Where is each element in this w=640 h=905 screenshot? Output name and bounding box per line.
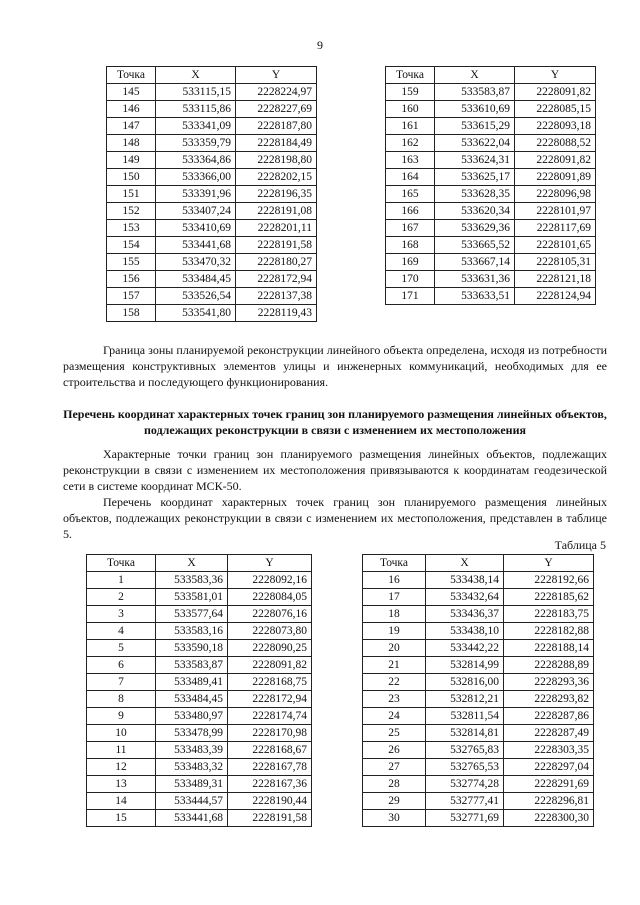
y-coordinate-cell: 2228227,69 [236, 101, 317, 118]
y-coordinate-cell: 2228224,97 [236, 84, 317, 101]
x-coordinate-cell: 533115,86 [156, 101, 236, 118]
y-coordinate-cell: 2228184,49 [236, 135, 317, 152]
x-coordinate-cell: 533438,10 [426, 623, 504, 640]
x-coordinate-cell: 533444,57 [156, 793, 228, 810]
point-number-cell: 27 [363, 759, 426, 776]
point-number-cell: 6 [87, 657, 156, 674]
table-row [386, 186, 596, 203]
point-number-cell: 15 [87, 810, 156, 827]
header-x: X [426, 555, 504, 572]
table-row [107, 237, 317, 254]
y-coordinate-cell: 2228293,82 [504, 691, 594, 708]
table-row [363, 708, 594, 725]
point-number-cell: 165 [386, 186, 435, 203]
x-coordinate-cell: 533410,69 [156, 220, 236, 237]
point-number-cell: 14 [87, 793, 156, 810]
x-coordinate-cell: 533366,00 [156, 169, 236, 186]
table-row [87, 674, 312, 691]
point-number-cell: 18 [363, 606, 426, 623]
y-coordinate-cell: 2228091,82 [515, 84, 596, 101]
x-coordinate-cell: 533583,87 [156, 657, 228, 674]
point-number-cell: 149 [107, 152, 156, 169]
header-x: X [435, 67, 515, 84]
point-number-cell: 26 [363, 742, 426, 759]
y-coordinate-cell: 2228101,65 [515, 237, 596, 254]
x-coordinate-cell: 532765,53 [426, 759, 504, 776]
point-number-cell: 13 [87, 776, 156, 793]
y-coordinate-cell: 2228191,58 [236, 237, 317, 254]
header-y: Y [228, 555, 312, 572]
point-number-cell: 24 [363, 708, 426, 725]
table-row [363, 589, 594, 606]
table-row [363, 640, 594, 657]
x-coordinate-cell: 533442,22 [426, 640, 504, 657]
y-coordinate-cell: 2228201,11 [236, 220, 317, 237]
point-number-cell: 161 [386, 118, 435, 135]
y-coordinate-cell: 2228091,82 [515, 152, 596, 169]
y-coordinate-cell: 2228287,49 [504, 725, 594, 742]
point-number-cell: 167 [386, 220, 435, 237]
table-row [87, 776, 312, 793]
x-coordinate-cell: 533615,29 [435, 118, 515, 135]
x-coordinate-cell: 533484,45 [156, 691, 228, 708]
y-coordinate-cell: 2228092,16 [228, 572, 312, 589]
table-row [87, 623, 312, 640]
x-coordinate-cell: 533483,32 [156, 759, 228, 776]
y-coordinate-cell: 2228185,62 [504, 589, 594, 606]
table-row [107, 186, 317, 203]
table-row [87, 572, 312, 589]
header-point: Точка [87, 555, 156, 572]
table-header-row [363, 555, 594, 572]
x-coordinate-cell: 533541,80 [156, 305, 236, 322]
x-coordinate-cell: 533622,04 [435, 135, 515, 152]
point-number-cell: 157 [107, 288, 156, 305]
point-number-cell: 146 [107, 101, 156, 118]
header-x: X [156, 67, 236, 84]
table-row [107, 305, 317, 322]
table-row [386, 101, 596, 118]
point-number-cell: 23 [363, 691, 426, 708]
x-coordinate-cell: 533391,96 [156, 186, 236, 203]
y-coordinate-cell: 2228121,18 [515, 271, 596, 288]
table-row [363, 572, 594, 589]
y-coordinate-cell: 2228117,69 [515, 220, 596, 237]
y-coordinate-cell: 2228167,78 [228, 759, 312, 776]
y-coordinate-cell: 2228190,44 [228, 793, 312, 810]
paragraph-boundary [63, 342, 607, 390]
y-coordinate-cell: 2228180,27 [236, 254, 317, 271]
x-coordinate-cell: 533489,31 [156, 776, 228, 793]
header-point: Точка [386, 67, 435, 84]
table-caption: Таблица 5 [554, 538, 606, 552]
table-row [363, 759, 594, 776]
x-coordinate-cell: 533583,36 [156, 572, 228, 589]
x-coordinate-cell: 532814,99 [426, 657, 504, 674]
x-coordinate-cell: 533484,45 [156, 271, 236, 288]
table-row [386, 203, 596, 220]
table-row [386, 169, 596, 186]
point-number-cell: 156 [107, 271, 156, 288]
x-coordinate-cell: 532816,00 [426, 674, 504, 691]
table-row [363, 810, 594, 827]
point-number-cell: 164 [386, 169, 435, 186]
table-row [386, 135, 596, 152]
point-number-cell: 150 [107, 169, 156, 186]
point-number-cell: 4 [87, 623, 156, 640]
point-number-cell: 155 [107, 254, 156, 271]
coordinates-table-bottom-left [86, 554, 312, 827]
y-coordinate-cell: 2228124,94 [515, 288, 596, 305]
table-row [363, 793, 594, 810]
table-row [386, 84, 596, 101]
y-coordinate-cell: 2228168,75 [228, 674, 312, 691]
x-coordinate-cell: 533629,36 [435, 220, 515, 237]
table-row [363, 691, 594, 708]
y-coordinate-cell: 2228119,43 [236, 305, 317, 322]
point-number-cell: 166 [386, 203, 435, 220]
x-coordinate-cell: 533625,17 [435, 169, 515, 186]
y-coordinate-cell: 2228137,38 [236, 288, 317, 305]
x-coordinate-cell: 533590,18 [156, 640, 228, 657]
point-number-cell: 163 [386, 152, 435, 169]
point-number-cell: 154 [107, 237, 156, 254]
header-y: Y [236, 67, 317, 84]
x-coordinate-cell: 533526,54 [156, 288, 236, 305]
table-row [386, 288, 596, 305]
x-coordinate-cell: 533583,87 [435, 84, 515, 101]
table-row [107, 254, 317, 271]
table-row [386, 118, 596, 135]
point-number-cell: 158 [107, 305, 156, 322]
x-coordinate-cell: 533359,79 [156, 135, 236, 152]
y-coordinate-cell: 2228196,35 [236, 186, 317, 203]
table-row [87, 759, 312, 776]
point-number-cell: 29 [363, 793, 426, 810]
table-row [386, 254, 596, 271]
point-number-cell: 11 [87, 742, 156, 759]
table-row [87, 810, 312, 827]
table-row [107, 169, 317, 186]
table-row [107, 118, 317, 135]
point-number-cell: 162 [386, 135, 435, 152]
x-coordinate-cell: 533341,09 [156, 118, 236, 135]
x-coordinate-cell: 532774,28 [426, 776, 504, 793]
table-header-row [107, 67, 317, 84]
x-coordinate-cell: 533480,97 [156, 708, 228, 725]
x-coordinate-cell: 532771,69 [426, 810, 504, 827]
x-coordinate-cell: 532765,83 [426, 742, 504, 759]
point-number-cell: 5 [87, 640, 156, 657]
x-coordinate-cell: 532812,21 [426, 691, 504, 708]
point-number-cell: 1 [87, 572, 156, 589]
paragraph-characteristic-points [63, 446, 607, 494]
y-coordinate-cell: 2228105,31 [515, 254, 596, 271]
table-row [107, 203, 317, 220]
table-row [363, 674, 594, 691]
table-row [386, 237, 596, 254]
x-coordinate-cell: 533667,14 [435, 254, 515, 271]
table-row [87, 691, 312, 708]
point-number-cell: 22 [363, 674, 426, 691]
y-coordinate-cell: 2228096,98 [515, 186, 596, 203]
point-number-cell: 2 [87, 589, 156, 606]
y-coordinate-cell: 2228293,36 [504, 674, 594, 691]
point-number-cell: 12 [87, 759, 156, 776]
point-number-cell: 148 [107, 135, 156, 152]
point-number-cell: 28 [363, 776, 426, 793]
point-number-cell: 168 [386, 237, 435, 254]
page-number: 9 [317, 38, 323, 52]
header-x: X [156, 555, 228, 572]
table-row [363, 606, 594, 623]
y-coordinate-cell: 2228188,14 [504, 640, 594, 657]
point-number-cell: 159 [386, 84, 435, 101]
point-number-cell: 30 [363, 810, 426, 827]
y-coordinate-cell: 2228172,94 [236, 271, 317, 288]
table-row [386, 271, 596, 288]
table-row [107, 84, 317, 101]
point-number-cell: 147 [107, 118, 156, 135]
table-row [107, 101, 317, 118]
point-number-cell: 25 [363, 725, 426, 742]
table-row [107, 135, 317, 152]
x-coordinate-cell: 533624,31 [435, 152, 515, 169]
table-row [107, 288, 317, 305]
x-coordinate-cell: 533483,39 [156, 742, 228, 759]
y-coordinate-cell: 2228091,82 [228, 657, 312, 674]
table-row [87, 640, 312, 657]
x-coordinate-cell: 533577,64 [156, 606, 228, 623]
paragraph-coordinates-list [63, 494, 607, 542]
y-coordinate-cell: 2228192,66 [504, 572, 594, 589]
header-point: Точка [107, 67, 156, 84]
table-row [87, 708, 312, 725]
point-number-cell: 169 [386, 254, 435, 271]
header-y: Y [515, 67, 596, 84]
section-heading: Перечень координат характерных точек границ зон планируемого размещения линейных объектов, подлежащих реконструкции в связи с изменением их местоположения [63, 407, 607, 437]
point-number-cell: 16 [363, 572, 426, 589]
table-row [87, 742, 312, 759]
y-coordinate-cell: 2228183,75 [504, 606, 594, 623]
x-coordinate-cell: 533436,37 [426, 606, 504, 623]
point-number-cell: 9 [87, 708, 156, 725]
x-coordinate-cell: 533441,68 [156, 810, 228, 827]
table-row [386, 152, 596, 169]
coordinates-table-bottom-right [362, 554, 594, 827]
y-coordinate-cell: 2228084,05 [228, 589, 312, 606]
y-coordinate-cell: 2228101,97 [515, 203, 596, 220]
table-row [363, 776, 594, 793]
point-number-cell: 152 [107, 203, 156, 220]
x-coordinate-cell: 533631,36 [435, 271, 515, 288]
x-coordinate-cell: 532814,81 [426, 725, 504, 742]
header-y: Y [504, 555, 594, 572]
x-coordinate-cell: 533438,14 [426, 572, 504, 589]
y-coordinate-cell: 2228085,15 [515, 101, 596, 118]
y-coordinate-cell: 2228191,08 [236, 203, 317, 220]
y-coordinate-cell: 2228297,04 [504, 759, 594, 776]
table-row [363, 742, 594, 759]
paragraph-text: Характерные точки границ зон планируемого размещения линейных объектов, подлежащих реконструкции в связи с изменением их местоположения привязываются к координатам геодезической сети в системе координат МСК-50. [63, 447, 607, 493]
x-coordinate-cell: 532777,41 [426, 793, 504, 810]
coordinates-table-top-right [385, 66, 596, 305]
y-coordinate-cell: 2228198,80 [236, 152, 317, 169]
y-coordinate-cell: 2228168,67 [228, 742, 312, 759]
x-coordinate-cell: 533633,51 [435, 288, 515, 305]
point-number-cell: 21 [363, 657, 426, 674]
paragraph-text: Граница зоны планируемой реконструкции линейного объекта определена, исходя из потребности размещения конструктивных элементов улицы и инженерных коммуникаций, необходимых для ее строительства и последующего функционирования. [63, 343, 607, 389]
y-coordinate-cell: 2228291,69 [504, 776, 594, 793]
point-number-cell: 10 [87, 725, 156, 742]
x-coordinate-cell: 533441,68 [156, 237, 236, 254]
table-row [87, 606, 312, 623]
x-coordinate-cell: 533665,52 [435, 237, 515, 254]
y-coordinate-cell: 2228076,16 [228, 606, 312, 623]
x-coordinate-cell: 533470,32 [156, 254, 236, 271]
x-coordinate-cell: 533407,24 [156, 203, 236, 220]
table-row [87, 589, 312, 606]
y-coordinate-cell: 2228174,74 [228, 708, 312, 725]
point-number-cell: 160 [386, 101, 435, 118]
coordinates-table-top-left [106, 66, 317, 322]
x-coordinate-cell: 533610,69 [435, 101, 515, 118]
table-header-row [87, 555, 312, 572]
table-row [107, 152, 317, 169]
table-row [386, 220, 596, 237]
y-coordinate-cell: 2228090,25 [228, 640, 312, 657]
x-coordinate-cell: 533432,64 [426, 589, 504, 606]
y-coordinate-cell: 2228182,88 [504, 623, 594, 640]
y-coordinate-cell: 2228191,58 [228, 810, 312, 827]
y-coordinate-cell: 2228167,36 [228, 776, 312, 793]
x-coordinate-cell: 533581,01 [156, 589, 228, 606]
point-number-cell: 19 [363, 623, 426, 640]
y-coordinate-cell: 2228303,35 [504, 742, 594, 759]
table-row [107, 220, 317, 237]
x-coordinate-cell: 533115,15 [156, 84, 236, 101]
point-number-cell: 20 [363, 640, 426, 657]
x-coordinate-cell: 533583,16 [156, 623, 228, 640]
y-coordinate-cell: 2228202,15 [236, 169, 317, 186]
point-number-cell: 17 [363, 589, 426, 606]
y-coordinate-cell: 2228296,81 [504, 793, 594, 810]
y-coordinate-cell: 2228287,86 [504, 708, 594, 725]
y-coordinate-cell: 2228300,30 [504, 810, 594, 827]
y-coordinate-cell: 2228170,98 [228, 725, 312, 742]
y-coordinate-cell: 2228073,80 [228, 623, 312, 640]
table-row [87, 657, 312, 674]
x-coordinate-cell: 533478,99 [156, 725, 228, 742]
point-number-cell: 153 [107, 220, 156, 237]
x-coordinate-cell: 533620,34 [435, 203, 515, 220]
header-point: Точка [363, 555, 426, 572]
x-coordinate-cell: 533364,86 [156, 152, 236, 169]
table-row [87, 725, 312, 742]
point-number-cell: 8 [87, 691, 156, 708]
paragraph-text: Перечень координат характерных точек границ зон планируемого размещения линейных объектов, подлежащих реконструкции в связи с изменением их местоположения, представлен в таблице 5. [63, 495, 607, 541]
x-coordinate-cell: 533628,35 [435, 186, 515, 203]
y-coordinate-cell: 2228172,94 [228, 691, 312, 708]
y-coordinate-cell: 2228091,89 [515, 169, 596, 186]
table-header-row [386, 67, 596, 84]
y-coordinate-cell: 2228093,18 [515, 118, 596, 135]
x-coordinate-cell: 533489,41 [156, 674, 228, 691]
point-number-cell: 3 [87, 606, 156, 623]
point-number-cell: 7 [87, 674, 156, 691]
table-row [363, 623, 594, 640]
point-number-cell: 170 [386, 271, 435, 288]
table-row [363, 725, 594, 742]
point-number-cell: 171 [386, 288, 435, 305]
point-number-cell: 151 [107, 186, 156, 203]
y-coordinate-cell: 2228288,89 [504, 657, 594, 674]
y-coordinate-cell: 2228088,52 [515, 135, 596, 152]
table-row [363, 657, 594, 674]
y-coordinate-cell: 2228187,80 [236, 118, 317, 135]
point-number-cell: 145 [107, 84, 156, 101]
x-coordinate-cell: 532811,54 [426, 708, 504, 725]
table-row [107, 271, 317, 288]
table-row [87, 793, 312, 810]
